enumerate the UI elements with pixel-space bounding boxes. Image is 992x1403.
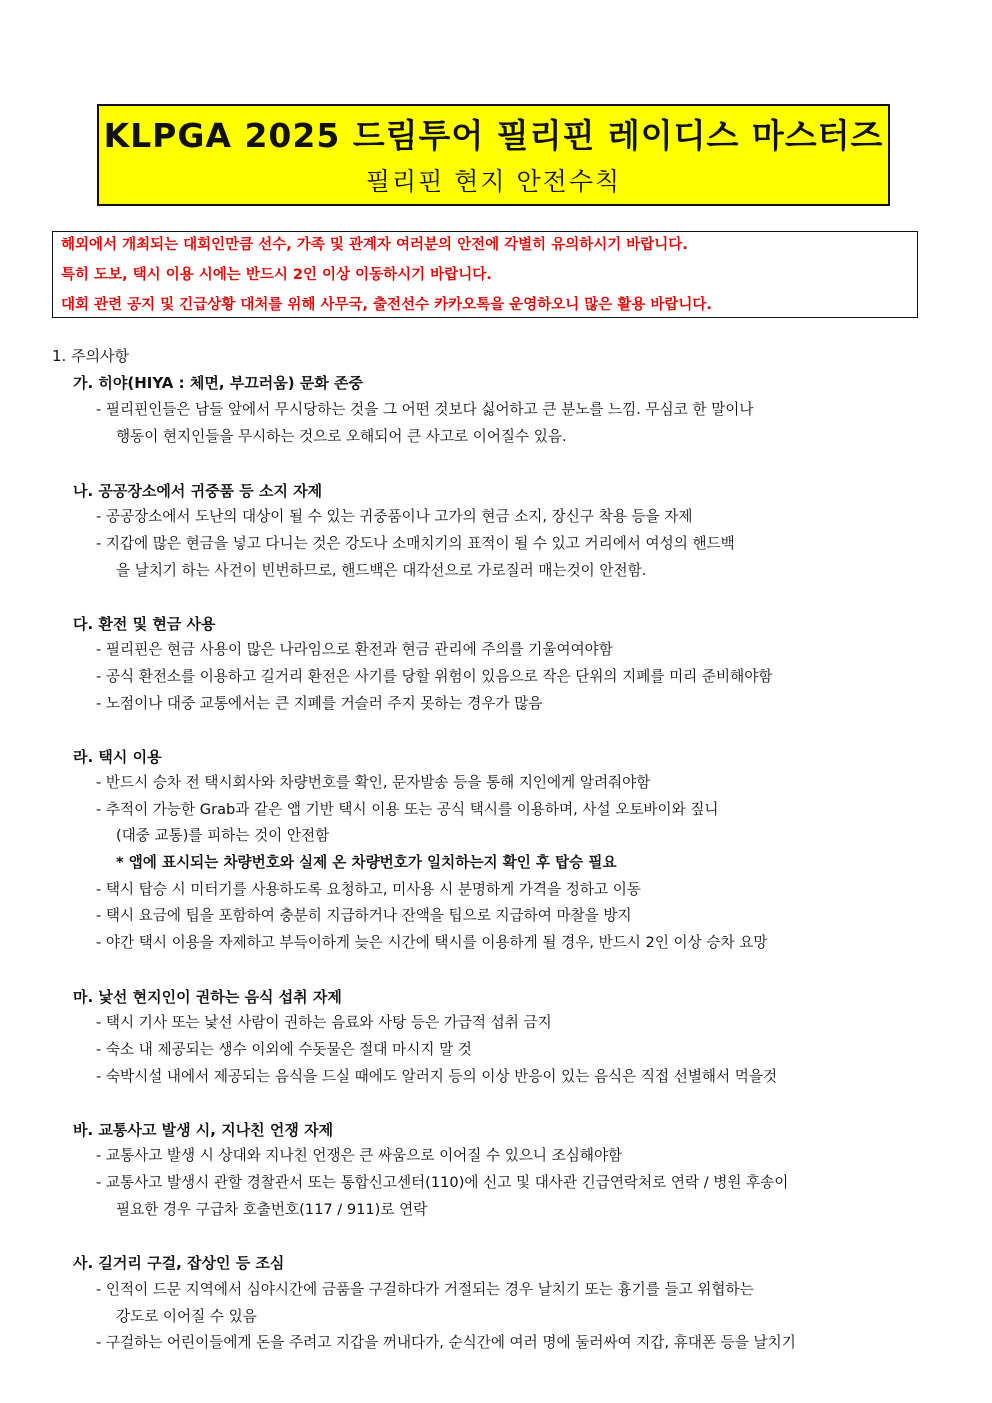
continued-line: (대중 교통)를 피하는 것이 안전함 (116, 827, 330, 844)
subsection-heading-a: 가. 히야(HIYA : 체면, 부끄러움) 문화 존중 (73, 374, 363, 392)
subsection-heading-d: 라. 택시 이용 (73, 748, 162, 766)
document-title: KLPGA 2025 드림투어 필리핀 레이디스 마스터즈 (103, 116, 884, 155)
important-note: * 앱에 표시되는 차량번호와 실제 온 차량번호가 일치하는지 확인 후 탑승 필요 (116, 854, 617, 871)
bullet-line: - 공식 환전소를 이용하고 길거리 환전은 사기를 당할 위험이 있음으로 작은 단위의 지폐를 미리 준비해야함 (96, 668, 773, 685)
bullet-line: - 구걸하는 어린이들에게 돈을 주려고 지갑을 꺼내다가, 순식간에 여러 명에 둘러싸여 지갑, 휴대폰 등을 날치기 (96, 1334, 796, 1351)
bullet-line: - 추적이 가능한 Grab과 같은 앱 기반 택시 이용 또는 공식 택시를 이용하며, 사설 오토바이와 짚니 (96, 801, 719, 818)
bullet-line: - 노점이나 대중 교통에서는 큰 지폐를 거슬러 주지 못하는 경우가 많음 (96, 695, 543, 712)
bullet-line: - 공공장소에서 도난의 대상이 될 수 있는 귀중품이나 고가의 현금 소지, 장신구 착용 등을 자제 (96, 508, 693, 525)
bullet-line: - 택시 탑승 시 미터기를 사용하도록 요청하고, 미사용 시 분명하게 가격을 정하고 이동 (96, 881, 641, 898)
subsection-heading-c: 다. 환전 및 현금 사용 (73, 615, 216, 633)
section-heading: 1. 주의사항 (52, 347, 130, 365)
document-subtitle: 필리핀 현지 안전수칙 (365, 167, 622, 196)
notice-line: 대회 관련 공지 및 긴급상황 대처를 위해 사무국, 출전선수 카카오톡을 운영하오니 많은 활용 바랍니다. (61, 297, 712, 313)
continued-line: 행동이 현지인들을 무시하는 것으로 오해되어 큰 사고로 이어질수 있음. (116, 428, 567, 445)
subsection-heading-e: 마. 낯선 현지인이 권하는 음식 섭취 자제 (73, 988, 342, 1006)
subsection-heading-b: 나. 공공장소에서 귀중품 등 소지 자제 (73, 482, 323, 500)
bullet-line: - 지갑에 많은 현금을 넣고 다니는 것은 강도나 소매치기의 표적이 될 수 있고 거리에서 여성의 핸드백 (96, 535, 735, 552)
bullet-line: - 교통사고 발생시 관할 경찰관서 또는 통합신고센터(110)에 신고 및 대사관 긴급연락처로 연락 / 병원 후송이 (96, 1174, 789, 1191)
title-box (97, 104, 890, 206)
continued-line: 을 날치기 하는 사건이 빈번하므로, 핸드백은 대각선으로 가로질러 매는것이 안전함. (116, 562, 647, 579)
notice-box (52, 231, 918, 318)
bullet-line: - 숙박시설 내에서 제공되는 음식을 드실 때에도 알러지 등의 이상 반응이 있는 음식은 직접 선별해서 먹을것 (96, 1068, 778, 1085)
subsection-heading-g: 사. 길거리 구걸, 잡상인 등 조심 (73, 1254, 285, 1272)
subsection-heading-f: 바. 교통사고 발생 시, 지나친 언쟁 자제 (73, 1121, 334, 1139)
bullet-line: - 택시 기사 또는 낯선 사람이 권하는 음료와 사탕 등은 가급적 섭취 금지 (96, 1014, 552, 1031)
bullet-line: - 인적이 드문 지역에서 심야시간에 금품을 구걸하다가 거절되는 경우 날치기 또는 흉기를 들고 위협하는 (96, 1281, 754, 1298)
bullet-line: - 반드시 승차 전 택시회사와 차량번호를 확인, 문자발송 등을 통해 지인에게 알려줘야함 (96, 774, 651, 791)
bullet-line: - 야간 택시 이용을 자제하고 부득이하게 늦은 시간에 택시를 이용하게 될 경우, 반드시 2인 이상 승차 요망 (96, 934, 768, 951)
bullet-line: - 택시 요금에 팁을 포함하여 충분히 지급하거나 잔액을 팁으로 지급하여 마찰을 방지 (96, 907, 632, 924)
continued-line: 필요한 경우 구급차 호출번호(117 / 911)로 연락 (116, 1201, 428, 1218)
notice-line: 해외에서 개최되는 대회인만큼 선수, 가족 및 관계자 여러분의 안전에 각별히 유의하시기 바랍니다. (61, 237, 688, 253)
notice-line: 특히 도보, 택시 이용 시에는 반드시 2인 이상 이동하시기 바랍니다. (61, 267, 492, 283)
bullet-line: - 숙소 내 제공되는 생수 이외에 수돗물은 절대 마시지 말 것 (96, 1041, 472, 1058)
bullet-line: - 교통사고 발생 시 상대와 지나친 언쟁은 큰 싸움으로 이어질 수 있으니 조심해야함 (96, 1147, 623, 1164)
continued-line: 강도로 이어질 수 있음 (116, 1308, 257, 1325)
bullet-line: - 필리핀인들은 남들 앞에서 무시당하는 것을 그 어떤 것보다 싫어하고 큰 분노를 느낌. 무심코 한 말이나 (96, 401, 754, 418)
bullet-line: - 필리핀은 현금 사용이 많은 나라임으로 환전과 현금 관리에 주의를 기울여여야함 (96, 641, 613, 658)
